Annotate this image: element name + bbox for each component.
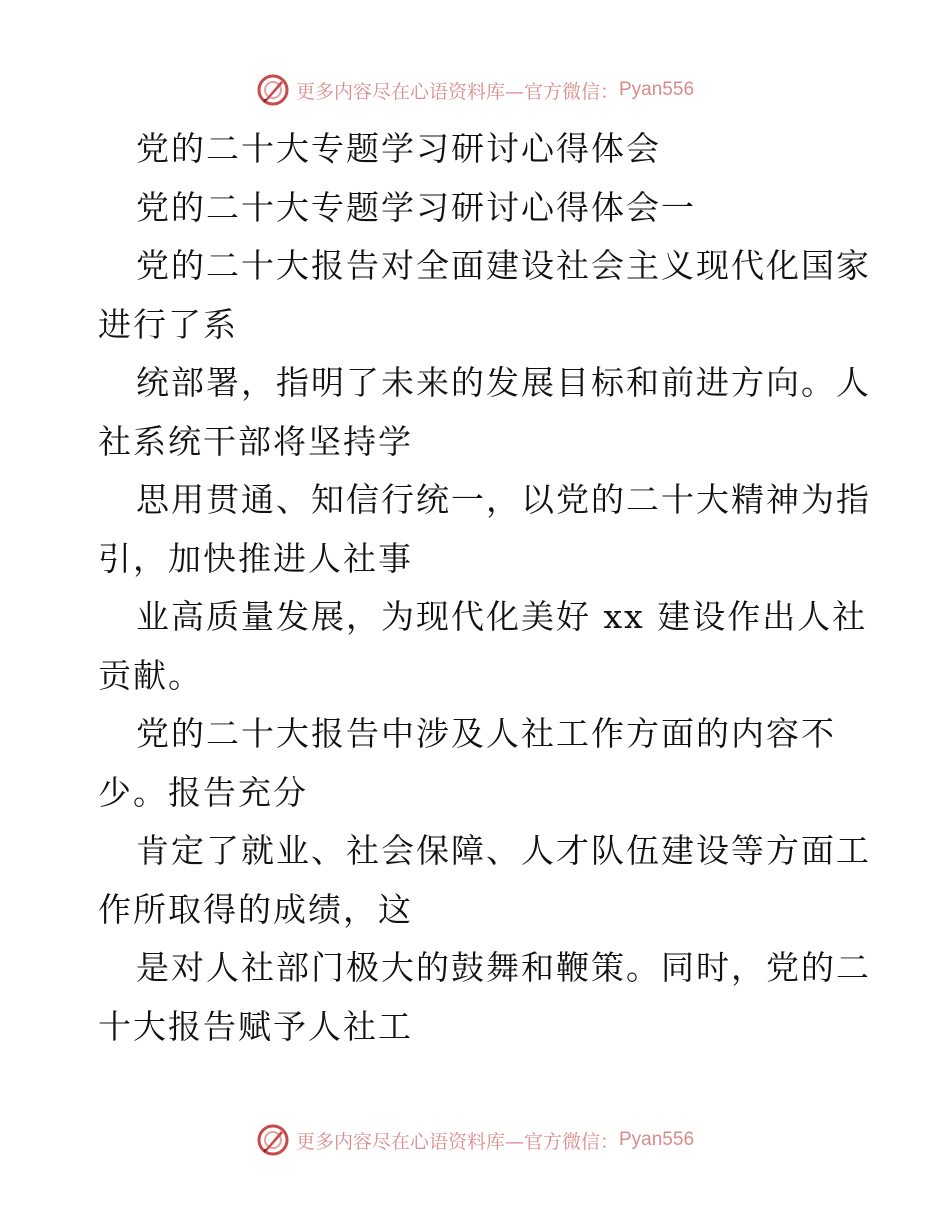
- text-line: 肯定了就业、社会保障、人才队伍建设等方面工: [136, 831, 871, 870]
- text-line: 党的二十大专题学习研讨心得体会一: [136, 187, 696, 227]
- watermark-text: 更多内容尽在心语资料库—官方微信：: [295, 1130, 619, 1153]
- quill-logo-icon: [256, 73, 290, 107]
- watermark-wechat-id: Pyan556: [619, 1129, 695, 1150]
- text-line: 思用贯通、知信行统一，以党的二十大精神为指: [136, 480, 871, 519]
- text-line: 引，加快推进人社事: [98, 538, 413, 578]
- text-line: 十大报告赋予人社工: [98, 1006, 413, 1046]
- text-line: 贡献。: [98, 655, 203, 695]
- text-line: 业高质量发展，为现代化美好 xx 建设作出人社: [136, 597, 868, 636]
- text-line: 党的二十大专题学习研讨心得体会: [136, 129, 661, 168]
- text-line: 进行了系: [98, 304, 238, 344]
- watermark-text: 更多内容尽在心语资料库—官方微信：: [295, 80, 619, 103]
- footer-watermark: [0, 1120, 950, 1160]
- header-watermark: [0, 70, 950, 110]
- text-line: 作所取得的成绩，这: [98, 889, 413, 929]
- quill-logo-icon: [256, 1123, 290, 1157]
- text-line: 少。报告充分: [98, 772, 308, 812]
- text-line: 党的二十大报告中涉及人社工作方面的内容不: [136, 714, 836, 753]
- text-line: 是对人社部门极大的鼓舞和鞭策。同时，党的二: [136, 948, 871, 987]
- text-line: 统部署，指明了未来的发展目标和前进方向。人: [136, 363, 871, 402]
- document-body: [98, 120, 871, 1056]
- text-line: 党的二十大报告对全面建设社会主义现代化国家: [136, 246, 871, 285]
- text-line: 社系统干部将坚持学: [98, 421, 413, 461]
- watermark-wechat-id: Pyan556: [619, 79, 695, 100]
